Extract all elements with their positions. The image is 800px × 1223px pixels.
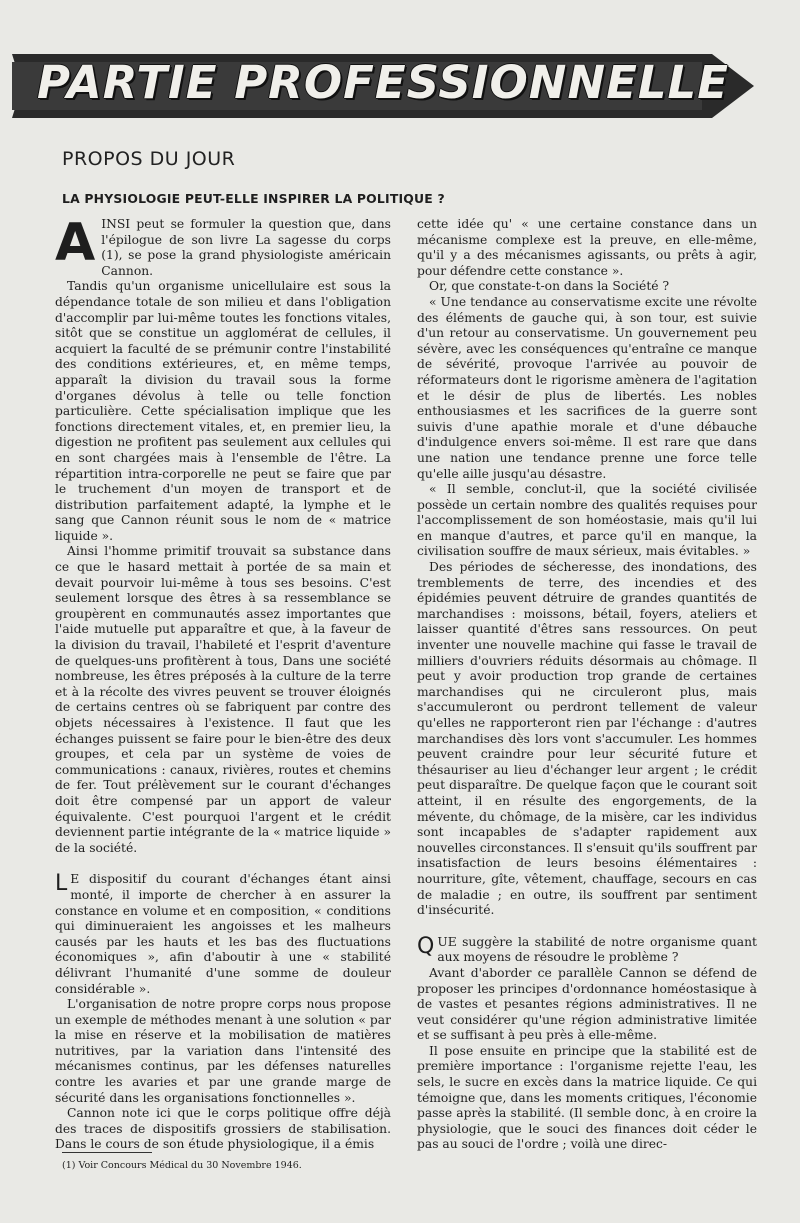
left-column xyxy=(55,213,391,1153)
footnote-rule xyxy=(62,1152,152,1153)
section-title: PROPOS DU JOUR xyxy=(62,148,236,170)
paragraph: L'organisation de notre propre corps nous propose un exemple de méthodes menant à une solution « par la mise en réserve et la mobilisation de matières nutritives, par la variation dans l'intensité des mécanismes continus, par les défenses naturelles contre les avaries et par une grande marge de sécurité dans les organisations fonctionnelles ». xyxy=(55,997,391,1105)
banner-title: PARTIE PROFESSIONNELLE xyxy=(37,56,729,109)
paragraph-text: UE suggère la stabilité de notre organisme quant aux moyens de résoudre le problème ? xyxy=(437,934,757,965)
footnote: (1) Voir Concours Médical du 30 Novembre 1946. xyxy=(62,1160,302,1171)
drop-cap: L xyxy=(55,871,68,897)
paragraph: Tandis qu'un organisme unicellulaire est sous la dépendance totale de son milieu et dans l'obligation d'accomplir par lui-même toutes les fonctions vitales, sitôt que se constitue un agglomérat de cellules, il acquiert la faculté de se prémunir contre l'instabilité des conditions extérieures, et, en même temps, apparaît la division du travail sous la forme d'organes dévolus à telle ou telle fonction particulière. Cette spécialisation implique que les fonctions directement vitales, et, en premier lieu, la digestion ne profitent pas seulement aux cellules qui en sont chargées mais à l'ensemble de l'être. La répartition intra-corporelle ne peut se faire que par le truchement d'un moyen de transport et de distribution parfaitement adapté, la lymphe et le sang que Cannon réunit sous le nom de « matrice liquide ». xyxy=(55,279,391,543)
paragraph: Il pose ensuite en principe que la stabilité est de première importance : l'organisme rejette l'eau, les sels, le sucre en excès dans la matrice liquide. Ce qui témoigne que, dans les moments critiques, l'économie passe après la stabilité. (Il semble donc, à en croire la physiologie, que le souci des finances doit céder le pas au souci de l'ordre ; voilà une direc- xyxy=(417,1043,757,1152)
right-column xyxy=(417,217,757,1153)
paragraph: Des périodes de sécheresse, des inondations, des tremblements de terre, des incendies et des épidémies peuvent détruire de grandes quantités de marchandises : moissons, bétail, foyers, ateliers et laisser quantité d'êtres sans ressources. On peut inventer une nouvelle machine qui fasse le travail de milliers d'ouvriers réduits désormais au chômage. Il peut y avoir production trop grande de certaines marchandises qui ne circuleront plus, mais s'accumuleront ou perdront tellement de valeur qu'elles ne rapporteront rien par l'échange : d'autres marchandises dès lors vont s'accumuler. Les hommes peuvent craindre pour leur sécurité future et thésauriser au lieu d'échanger leur argent ; le crédit peut disparaître. De quelque façon que le courant soit atteint, il en résulte des engorgements, de la mévente, du chômage, de la misère, car les individus sont incapables de s'adapter rapidement aux nouvelles circonstances. Il s'ensuit qu'ils souffrent par insatisfaction de leurs besoins élémentaires : nourriture, gîte, vêtement, chauffage, secours en cas de maladie ; en outre, ils souffrent par sentiment d'insécurité. xyxy=(417,560,757,918)
section-banner xyxy=(12,50,754,122)
paragraph: Cannon note ici que le corps politique offre déjà des traces de dispositifs grossiers de stabilisation. Dans le cours de son étude physiologique, il a émis xyxy=(55,1106,391,1152)
paragraph: Or, que constate-t-on dans la Société ? xyxy=(429,279,670,294)
article-headline: LA PHYSIOLOGIE PEUT-ELLE INSPIRER LA POLITIQUE ? xyxy=(62,191,445,206)
drop-cap: A xyxy=(55,213,96,273)
paragraph: « Une tendance au conservatisme excite une révolte des éléments de gauche qui, à son tour, est suivie d'un retour au conservatisme. Un gouvernement peu sévère, avec les conséquences qu'entraîne ce manque de sévérité, provoque l'arrivée au pouvoir de réformateurs dont le rigorisme amènera de l'agitation et le désir de plus de libertés. Les nobles enthousiasmes et les sacrifices de la guerre sont suivis d'une apathie morale et d'une débauche d'indulgence envers soi-même. Il est rare que dans une nation une tendance prenne une force telle qu'elle aille jusqu'au désastre. xyxy=(417,294,757,481)
paragraph: cette idée qu' « une certaine constance dans un mécanisme complexe est la preuve, en elle-même, qu'il y a des mécanismes agissants, ou prêts à agir, pour défendre cette constance ». xyxy=(417,217,757,278)
drop-cap: Q xyxy=(417,933,435,959)
paragraph xyxy=(55,872,391,997)
paragraph-text: INSI peut se formuler la question que, dans l'épilogue de son livre La sagesse du corps (1), se pose la grand physiologiste américain Cannon. xyxy=(101,217,391,278)
paragraph xyxy=(55,213,391,279)
paragraph xyxy=(417,935,757,966)
paragraph: Ainsi l'homme primitif trouvait sa substance dans ce que le hasard mettait à portée de sa main et devait pourvoir lui-même à tous ses besoins. C'est seulement lorsque des êtres à sa ressemblance se groupèrent en communautés assez importantes que l'aide mutuelle put apparaître et que, à la faveur de la division du travail, l'habileté et l'esprit d'aventure de quelques-uns profitèrent à tous, Dans une société nombreuse, les êtres préposés à la culture de la terre et à la récolte des vivres peuvent se trouver éloignés de certains centres où se fabriquent par contre des objets nécessaires à l'existence. Il faut que les échanges puissent se faire pour le bien-être des deux groupes, et cela par un système de voies de communications : canaux, rivières, routes et chemins de fer. Tout prélèvement sur le courant d'échanges doit être compensé par un apport de valeur équivalente. C'est pourquoi l'argent et le crédit deviennent partie intégrante de la « matrice liquide » de la société. xyxy=(55,544,391,855)
paragraph: Avant d'aborder ce parallèle Cannon se défend de proposer les principes d'ordonnance homéostasique à de vastes et pesantes régions administratives. Il ne veut considérer qu'une région administrative limitée et se suffisant à peu près à elle-même. xyxy=(417,965,757,1043)
paragraph: « Il semble, conclut-il, que la société civilisée possède un certain nombre des qualités requises pour l'accomplissement de son homéostasie, mais qu'il lui en manque d'autres, et parce qu'il en manque, la civilisation souffre de maux sérieux, mais évitables. » xyxy=(417,482,757,559)
paragraph-text: E dispositif du courant d'échanges étant ainsi monté, il importe de chercher à en assurer la constance en volume et en composition, « conditions qui diminueraient les angoisses et les malheurs causés par les hauts et les bas des fluctuations économiques », afin d'aboutir à une « stabilité délivrant l'humanité d'une somme de douleur considérable ». xyxy=(55,872,391,996)
